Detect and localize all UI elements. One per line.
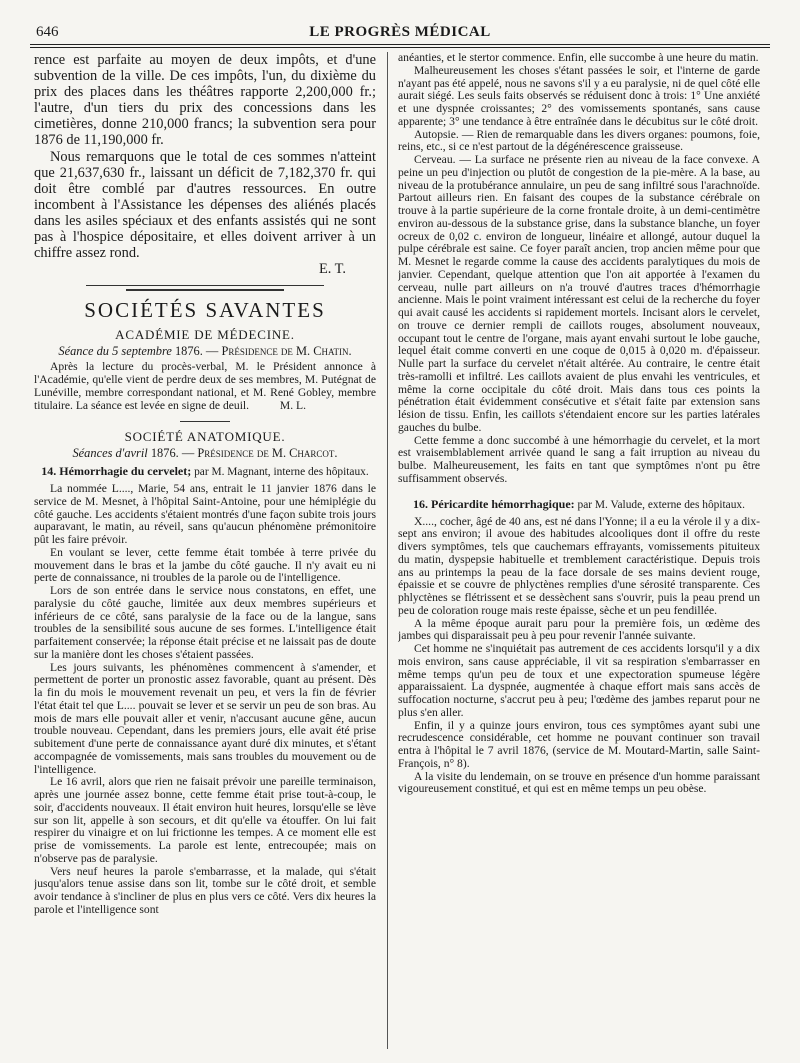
case-author: par M. Valude, externe des hôpitaux. [577,498,745,511]
ornamental-rule [86,283,324,293]
case-heading [398,498,760,512]
small-divider [180,421,230,422]
session-date: Séance du 5 septembre [58,344,172,359]
case-paragraph: Malheureusement les choses s'étant passées le soir, et l'interne de garde n'ayant pas été appelé, nous ne savons s'il y a eu paralysie, ni de quel côté elle aurait siégé. Les seuls faits observés se réduisent donc à trois: 1° Une anxiété et une dyspnée croissantes; 2° des vomissements spontanés, sans cause apparente; 3° une tendance à être entraînée dans le décubitus sur le côté droit. [398,63,760,128]
case-paragraph: Lors de son entrée dans le service nous constatons, en effet, une paralysie du côté gauche, limitée aux deux membres supérieurs et inférieurs de ce côté, sans paralysie de la face ou de la langue, sans troubles de la sensibilité sous aucune de ses formes. L'intelligence était parfaitement conservée; la réponse était précise et ne laissait pas de doute sur la manière dont les choses s'étaient passées. [34,584,376,661]
article-paragraph: rence est parfaite au moyen de deux impôts, et d'une subvention de la ville. De ces impôts, l'un, du dixième du prix des places dans les théâtres rapporte 2,200,000 fr.; l'autre, d'un tiers du prix des concessions dans les cimetières, donne 210,000 francs; la subvention sera pour 1876 de 11,190,000 fr. [34,52,376,149]
case-heading [34,465,376,479]
session-presidency: Présidence de M. Charcot. [197,446,338,461]
session-year: 1876. — [174,344,219,359]
section-title: SOCIÉTÉS SAVANTES [84,298,326,323]
left-column [34,52,376,1053]
session-line-academie [34,343,376,359]
academie-report: Après la lecture du procès-verbal, M. le Président annonce à l'Académie, qu'elle vient de perdre deux de ses membres, M. Putégnat de Lunéville, membre correspondant national, et M. René Gobley, membre titulaire. La séance est levée en signe de deuil. [34,360,376,412]
case-paragraph: A la même époque aurait paru pour la première fois, un œdème des jambes qui disparaissait peu à peu pour revenir l'année suivante. [398,616,760,643]
article-paragraph: Nous remarquons que le total de ces sommes n'atteint que 21,637,630 fr., laissant un déficit de 7,182,370 fr. qui doit être comblé par d'autres ressources. En outre incombent à l'Assistance les dépenses des aliénés placés dans les asiles spéciaux et des enfants assistés qui ne sont pas à l'hospice dépositaire, et elles doivent arriver à un chiffre assez rond. [34,148,376,262]
journal-title: LE PROGRÈS MÉDICAL [309,24,491,40]
academie-signature: M. L. [279,399,306,413]
case-paragraph: Cet homme ne s'inquiétait pas autrement de ces accidents lorsqu'il y a dix mois environ, sans cause appréciable, il vit sa respiration s'embarrasser en même temps qu'un peu de toux et une expectoration spumeuse légère apparaissaient. La dyspnée, augmentée à chaque effort mais sans accès de suffocation nocturne, s'accrut peu à peu; l'œdème des jambes reparut pour ne plus s'en aller. [398,642,760,719]
case-paragraph: anéanties, et le stertor commence. Enfin, elle succombe à une heure du matin. [398,52,759,64]
session-presidency: Présidence de M. Chatin. [221,344,352,359]
brain-findings-paragraph: Cerveau. — La surface ne présente rien au niveau de la face convexe. A peine un peu d'injection ou plutôt de congestion de la pie-mère. A la base, au niveau de la protubérance annulaire, un peu de sang infiltré sous l'arachnoïde. Partout ailleurs rien. En faisant des coupes de la substance cérébrale on trouve à la partie supérieure de la corne frontale droite, à un demi-centimètre environ au-dessous de la substance grise, dans la substance blanche, un foyer ocreux de 0,02 c. environ de longueur, linéaire et allongé, autour duquel la pulpe cérébrale est saine. Ce foyer paraît ancien, trop ancien même pour que M. Mesnet le regarde comme la cause des accidents paralytiques du mois de janvier. Cependant, quelque attention que l'on ait apportée à l'examen du cerveau, nulle part ailleurs on n'a trouvé d'autres traces d'hémorrhagie ancienne. Mais le point vraiment intéressant est celui de la recherche du foyer qui avait causé les accidents si rapidement mortels. Incisant alors le cervelet, on trouve ce dernier rempli de caillots rouges, absolument nouveaux, occupant tout le centre de l'organe, mais ayant envahi surtout le lobe gauche, lequel était comme converti en une coque de 0,015 à 0,020 m. d'épaisseur. Nulle part la surface du cervelet n'était altérée. Au contraire, le centre était très-ramolli et infiltré. Les caillots avaient de plus envahi les ventricules, et même la corne occipitale du côté droit. Mais dans tous ces points la pénétration était évidemment consécutive et s'était faite par extension sans lésion de tissu. Enfin, les caillots s'étendaient encore sur les parties latérales gauches du bulbe. [398,153,760,434]
case-author: par M. Magnant, interne des hôpitaux. [194,466,369,479]
article-signature: E. T. [318,261,346,278]
case-paragraph: Le 16 avril, alors que rien ne faisait prévoir une pareille terminaison, après une journée assez bonne, cette femme était prise tout-à-coup, le soir, d'accidents nouveaux. Il était environ huit heures, lorsqu'elle se lève sur son lit, appelle à son secours, et dit qu'elle va étouffer. On lui fait respirer du vinaigre et on lui frictionne les tempes. A ce moment elle est prise de vomissements. La parole est lente, entrecoupée; mais on n'observe pas de paralysie. [34,775,376,865]
case-paragraph: Les jours suivants, les phénomènes commencent à s'amender, et permettent de porter un pronostic assez favorable, quant au présent. Dès la fin du mois le mouvement revenait un peu, et vers la fin de février l'état était tel que L.... pouvait se lever et se servir un peu de son bras. Au mois de mars elle pouvait aller et venir, n'accusant aucune gêne, aucun trouble nouveau. Cependant, dans les premiers jours, elle avait été prise subitement d'une perte de connaissance ayant duré dix minutes, et s'étant accompagnée de vomissements, mais sans troubles du mouvement ou de l'intelligence. [34,660,376,776]
page-header [30,22,770,44]
page-number: 646 [36,24,59,40]
column-divider [387,52,388,1049]
autopsy-paragraph: Autopsie. — Rien de remarquable dans les divers organes: poumons, foie, reins, etc., si ce n'est partout de la dégénérescence graisseuse. [398,127,760,154]
session-line-anatomique [34,445,376,461]
case-title: 16. Péricardite hémorrhagique: [413,496,575,511]
case-paragraph: La nommée L...., Marie, 54 ans, entrait le 11 janvier 1876 dans le service de M. Mesnet, à l'hôpital Saint-Antoine, pour une hémiplégie du côté gauche. Les accidents s'étaient montrés d'une façon subite trois jours auparavant, le matin, au réveil, sans qu'aucun phénomène prémonitoire pût les faire prévoir. [34,482,376,547]
right-column [398,52,760,1053]
case-paragraph: A la visite du lendemain, on se trouve en présence d'un homme paraissant vigoureusement constitué, et qui est en même temps un peu obèse. [398,769,760,796]
case-title: 14. Hémorrhagie du cervelet; [41,464,192,479]
case-paragraph: Enfin, il y a quinze jours environ, tous ces symptômes ayant subi une recrudescence considérable, cet homme ne pouvant continuer son travail entra à l'hôpital le 7 avril 1876, (service de M. Moutard-Martin, salle Saint-François, n° 8). [398,718,760,770]
case-paragraph: En voulant se lever, cette femme était tombée à terre privée du mouvement dans le bras et la jambe du côté gauche. Il n'y avait eu ni perte de connaissance, ni troubles de la parole ou de l'intelligence. [34,545,376,585]
case-paragraph: X...., cocher, âgé de 40 ans, est né dans l'Yonne; il a eu la vérole il y a dix-sept ans environ; il avoue des habitudes alcooliques dont il offre du reste divers symptômes, tels que cauchemars effrayants, vomissements pituiteux du matin, dyspepsie habituelle et tremblement caractéristique. Depuis trois ans au printemps la peau de la face dorsale de ses mains devient rouge, épaissie et se couvre de phlyctènes remplies d'une sérosité transparente. Ces phlyctènes se flétrissent et se dessèchent sans s'ouvrir, puis la peau prend un peu de coloration rouge mais reste épaisse, sèche et un peu fendillée. [398,514,760,617]
session-year: 1876. — [150,446,195,461]
society-name-anatomique: SOCIÉTÉ ANATOMIQUE. [124,429,286,445]
conclusion-paragraph: Cette femme a donc succombé à une hémorrhagie du cervelet, et la mort est vraisemblablement arrivée quand le sang a fait irruption au niveau du bulbe. Malheureusement, les faits en tant que symptômes n'ont pu être suffisamment observés. [398,433,760,485]
session-date: Séances d'avril [72,446,148,461]
header-rule [30,44,770,48]
case-paragraph: Vers neuf heures la parole s'embarrasse, et la malade, qui s'était jusqu'alors tenue assise dans son lit, tombe sur le côté droit, et semble avoir tendance à s'incliner de plus en plus vers ce côté. Vers dix heures la parole et l'intelligence sont [34,864,376,916]
society-name-academie: ACADÉMIE DE MÉDECINE. [115,327,295,343]
